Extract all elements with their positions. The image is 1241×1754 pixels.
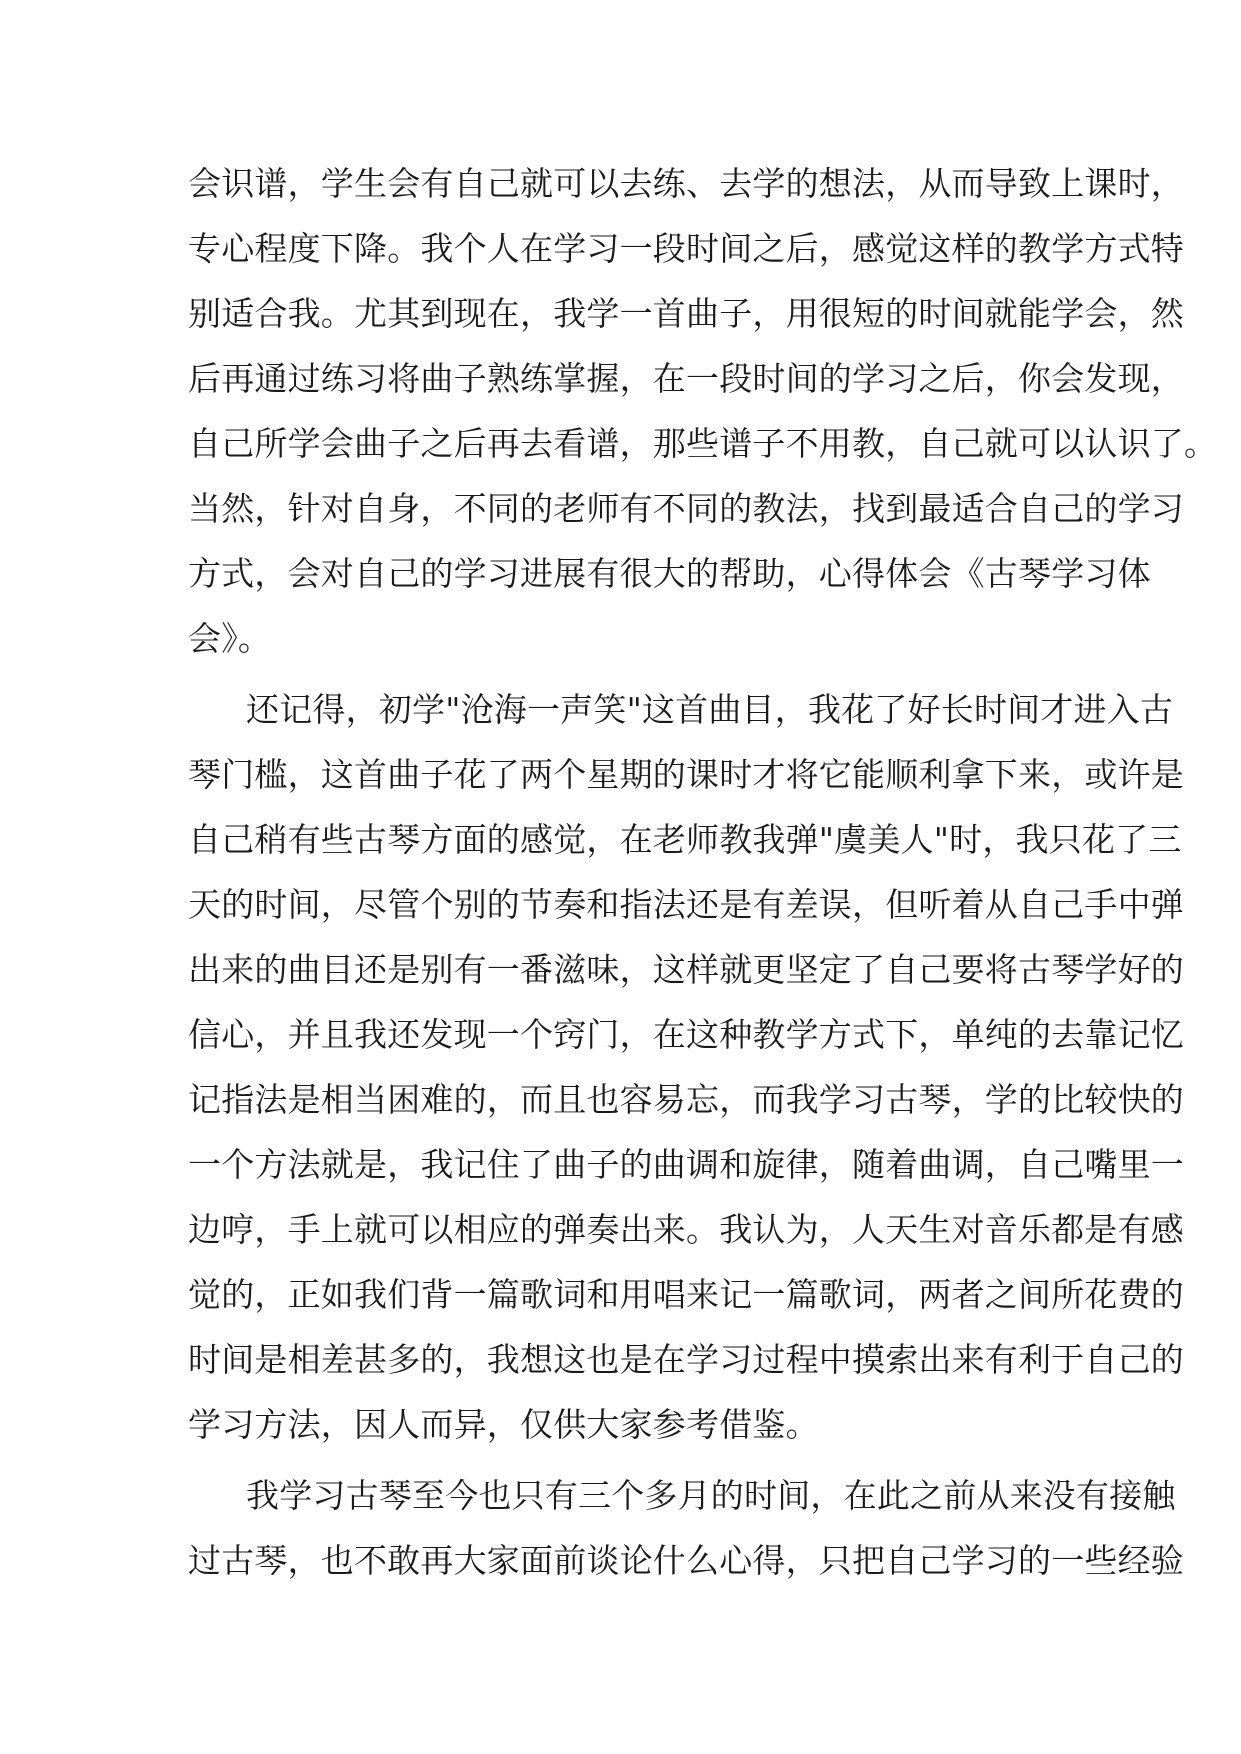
text-line: 天的时间，尽管个别的节奏和指法还是有差误，但听着从自己手中弹 [188,885,1184,924]
text-line: 自己稍有些古琴方面的感觉，在老师教我弹"虞美人"时，我只花了三 [188,820,1182,859]
text-line: 记指法是相当困难的，而且也容易忘，而我学习古琴，学的比较快的 [188,1080,1184,1119]
text-line: 过古琴，也不敢再大家面前谈论什么心得，只把自己学习的一些经验 [188,1541,1184,1580]
body-text [188,158,1218,1600]
text-line: 学习方法，因人而异，仅供大家参考借鉴。 [188,1405,819,1444]
text-line: 出来的曲目还是别有一番滋味，这样就更坚定了自己要将古琴学好的 [188,950,1184,989]
text-line: 自己所学会曲子之后再去看谱，那些谱子不用教，自己就可以认识了。 [188,424,1218,463]
text-line: 琴门槛，这首曲子花了两个星期的课时才将它能顺利拿下来，或许是 [188,755,1184,794]
text-line: 当然，针对自身，不同的老师有不同的教法，找到最适合自己的学习 [188,489,1184,528]
text-line: 方式，会对自己的学习进展有很大的帮助，心得体会《古琴学习体 [188,554,1151,593]
text-line: 觉的，正如我们背一篇歌词和用唱来记一篇歌词，两者之间所花费的 [188,1275,1184,1314]
text-line: 还记得，初学"沧海一声笑"这首曲目，我花了好长时间才进入古 [246,690,1174,729]
text-line: 会》。 [188,619,272,658]
text-line: 边哼，手上就可以相应的弹奏出来。我认为，人天生对音乐都是有感 [188,1210,1184,1249]
text-line: 后再通过练习将曲子熟练掌握，在一段时间的学习之后，你会发现， [188,359,1184,398]
text-line: 别适合我。尤其到现在，我学一首曲子，用很短的时间就能学会，然 [188,294,1184,333]
text-line: 专心程度下降。我个人在学习一段时间之后，感觉这样的教学方式特 [188,229,1184,268]
text-line: 一个方法就是，我记住了曲子的曲调和旋律，随着曲调，自己嘴里一 [188,1145,1184,1184]
text-line: 信心，并且我还发现一个窍门，在这种教学方式下，单纯的去靠记忆 [188,1015,1184,1054]
text-line: 我学习古琴至今也只有三个多月的时间，在此之前从来没有接触 [246,1476,1176,1515]
text-line: 时间是相差甚多的，我想这也是在学习过程中摸索出来有利于自己的 [188,1340,1184,1379]
text-line: 会识谱，学生会有自己就可以去练、去学的想法，从而导致上课时， [188,164,1184,203]
